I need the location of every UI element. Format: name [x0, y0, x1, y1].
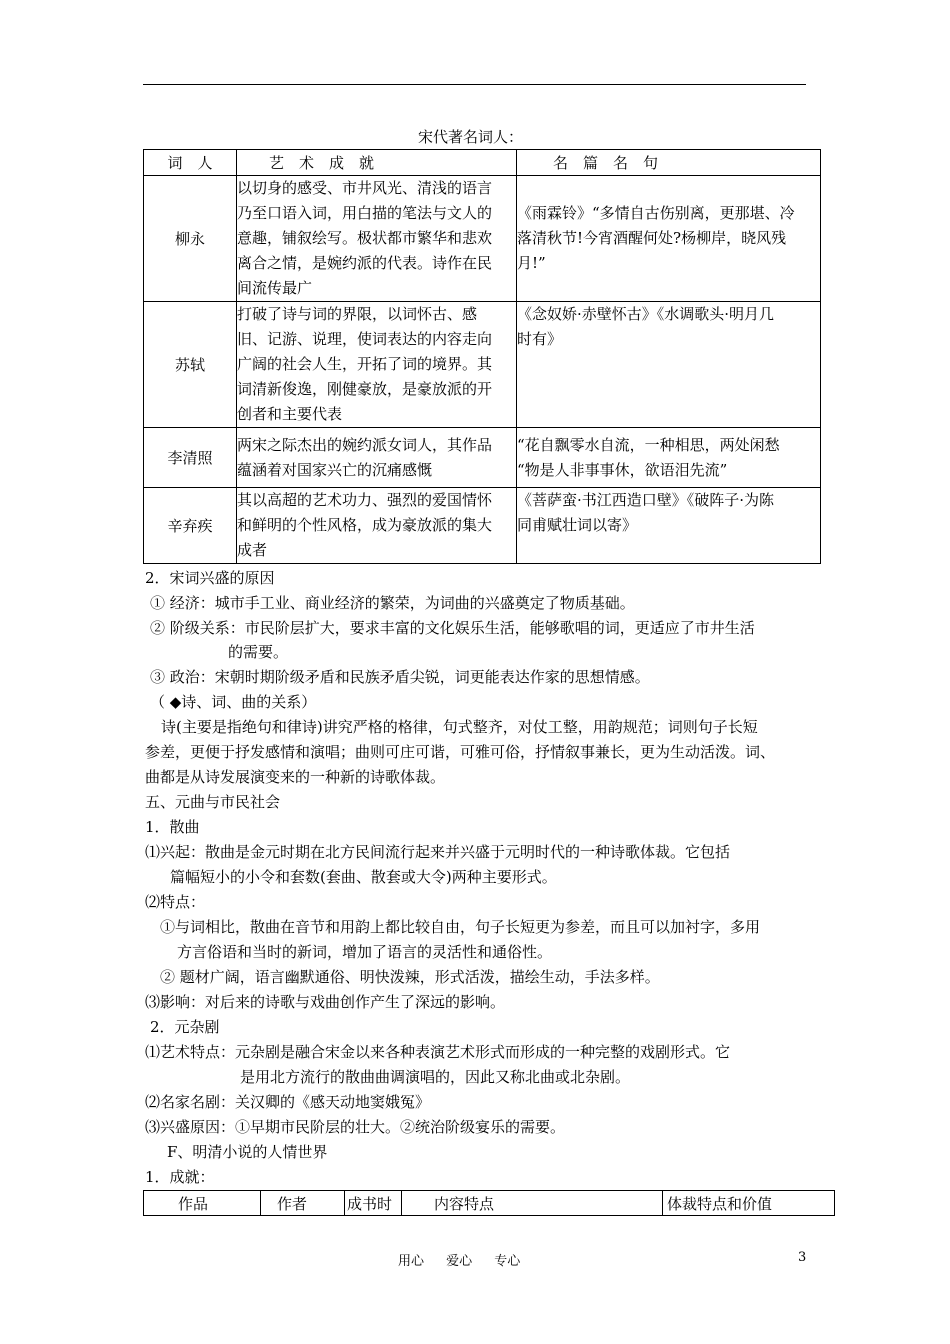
poet-works: “花自飘零水自流，一种相思，两处闲愁 “物是人非事事休，欲语泪先流”	[517, 428, 821, 488]
footer-text: 用心 爱心 专心	[398, 1254, 521, 1269]
poet-name: 李清照	[144, 428, 237, 488]
header-works: 名 篇 名 句	[517, 150, 821, 176]
header-genre-value: 体裁特点和价值	[663, 1191, 835, 1216]
poet-achievement: 以切身的感受、市井风光、清浅的语言 乃至口语入词，用白描的笔法与文人的 意趣，铺叙绘写。极状都市繁华和悲欢 离合之情，是婉约派的代表。诗作在民 间流传最广	[237, 176, 517, 302]
poet-works: 《菩萨蛮·书江西造口壁》《破阵子·为陈 同甫赋壮词以寄》	[517, 488, 821, 564]
header-work: 作品	[144, 1191, 261, 1216]
poet-works: 《念奴娇·赤壁怀古》《水调歌头·明月几 时有》	[517, 302, 821, 428]
header-content: 内容特点	[402, 1191, 663, 1216]
header-rule	[143, 84, 806, 85]
poet-name: 苏轼	[144, 302, 237, 428]
list-item: ② 阶级关系：市民阶层扩大，要求丰富的文化娱乐生活，能够歌唱的词，更适应了市井生活	[150, 619, 755, 637]
poet-achievement: 打破了诗与词的界限，以词怀古、感 旧、记游、说理，使词表达的内容走向 广阔的社会人生，开拓了词的境界。其 词清新俊逸，刚健豪放，是豪放派的开 创者和主要代表	[237, 302, 517, 428]
poet-achievement: 两宋之际杰出的婉约派女词人，其作品 蕴涵着对国家兴亡的沉痛感慨	[237, 428, 517, 488]
header-date: 成书时	[345, 1191, 402, 1216]
section-heading: 五、元曲与市民社会	[145, 793, 281, 811]
page-number: 3	[798, 1250, 807, 1265]
list-item: ⑵名家名剧：关汉卿的《感天动地窦娥冤》	[145, 1093, 431, 1111]
list-item-continuation: 篇幅短小的小令和套数(套曲、散套或大令)两种主要形式。	[170, 868, 557, 886]
list-item: ⑵特点：	[145, 893, 206, 911]
header-poet: 词 人	[144, 150, 237, 176]
list-item: ② 题材广阔，语言幽默通俗、明快泼辣，形式活泼，描绘生动，手法多样。	[160, 968, 660, 986]
list-item: ① 经济：城市手工业、商业经济的繁荣，为词曲的兴盛奠定了物质基础。	[150, 594, 635, 612]
section-heading: 2．宋词兴盛的原因	[145, 569, 275, 587]
table-title: 宋代著名词人：	[418, 128, 524, 146]
song-poets-table	[143, 149, 821, 564]
section-heading: F、明清小说的人情世界	[167, 1143, 328, 1161]
list-item: ⑶影响：对后来的诗歌与戏曲创作产生了深远的影响。	[145, 993, 506, 1011]
section-heading: 1．成就：	[145, 1168, 215, 1186]
list-item-continuation: 的需要。	[228, 643, 289, 661]
paragraph-line: 曲都是从诗发展演变来的一种新的诗歌体裁。	[145, 768, 446, 786]
list-item-continuation: 方言俗语和当时的新词，增加了语言的灵活性和通俗性。	[177, 943, 553, 961]
ming-qing-novels-table	[143, 1190, 835, 1216]
list-item: ⑶兴盛原因：①早期市民阶层的壮大。②统治阶级宴乐的需要。	[145, 1118, 566, 1136]
paragraph-line: 诗(主要是指绝句和律诗)讲究严格的格律，句式整齐，对仗工整，用韵规范；词则句子长短	[161, 718, 758, 736]
header-achievement: 艺 术 成 就	[237, 150, 517, 176]
list-item-continuation: 是用北方流行的散曲曲调演唱的，因此又称北曲或北杂剧。	[240, 1068, 631, 1086]
list-item: ①与词相比，散曲在音节和用韵上都比较自由，句子长短更为参差，而且可以加衬字，多用	[160, 918, 761, 936]
poet-works: 《雨霖铃》“多情自古伤别离，更那堪、冷 落清秋节!今宵酒醒何处?杨柳岸，晓风残 月!”	[517, 176, 821, 302]
poet-achievement: 其以高超的艺术功力、强烈的爱国情怀 和鲜明的个性风格，成为豪放派的集大 成者	[237, 488, 517, 564]
section-heading: （ ◆诗、词、曲的关系）	[150, 693, 317, 711]
list-item: ⑴兴起：散曲是金元时期在北方民间流行起来并兴盛于元明时代的一种诗歌体裁。它包括	[145, 843, 731, 861]
header-author: 作者	[261, 1191, 345, 1216]
section-heading: 2．元杂剧	[150, 1018, 220, 1036]
paragraph-line: 参差，更便于抒发感情和演唱；曲则可庄可谐，可雅可俗，抒情叙事兼长，更为生动活泼。词、	[145, 743, 776, 761]
list-item: ⑴艺术特点：元杂剧是融合宋金以来各种表演艺术形式而形成的一种完整的戏剧形式。它	[145, 1043, 731, 1061]
poet-name: 辛弃疾	[144, 488, 237, 564]
list-item: ③ 政治：宋朝时期阶级矛盾和民族矛盾尖锐，词更能表达作家的思想情感。	[150, 668, 650, 686]
poet-name: 柳永	[144, 176, 237, 302]
section-heading: 1．散曲	[145, 818, 200, 836]
